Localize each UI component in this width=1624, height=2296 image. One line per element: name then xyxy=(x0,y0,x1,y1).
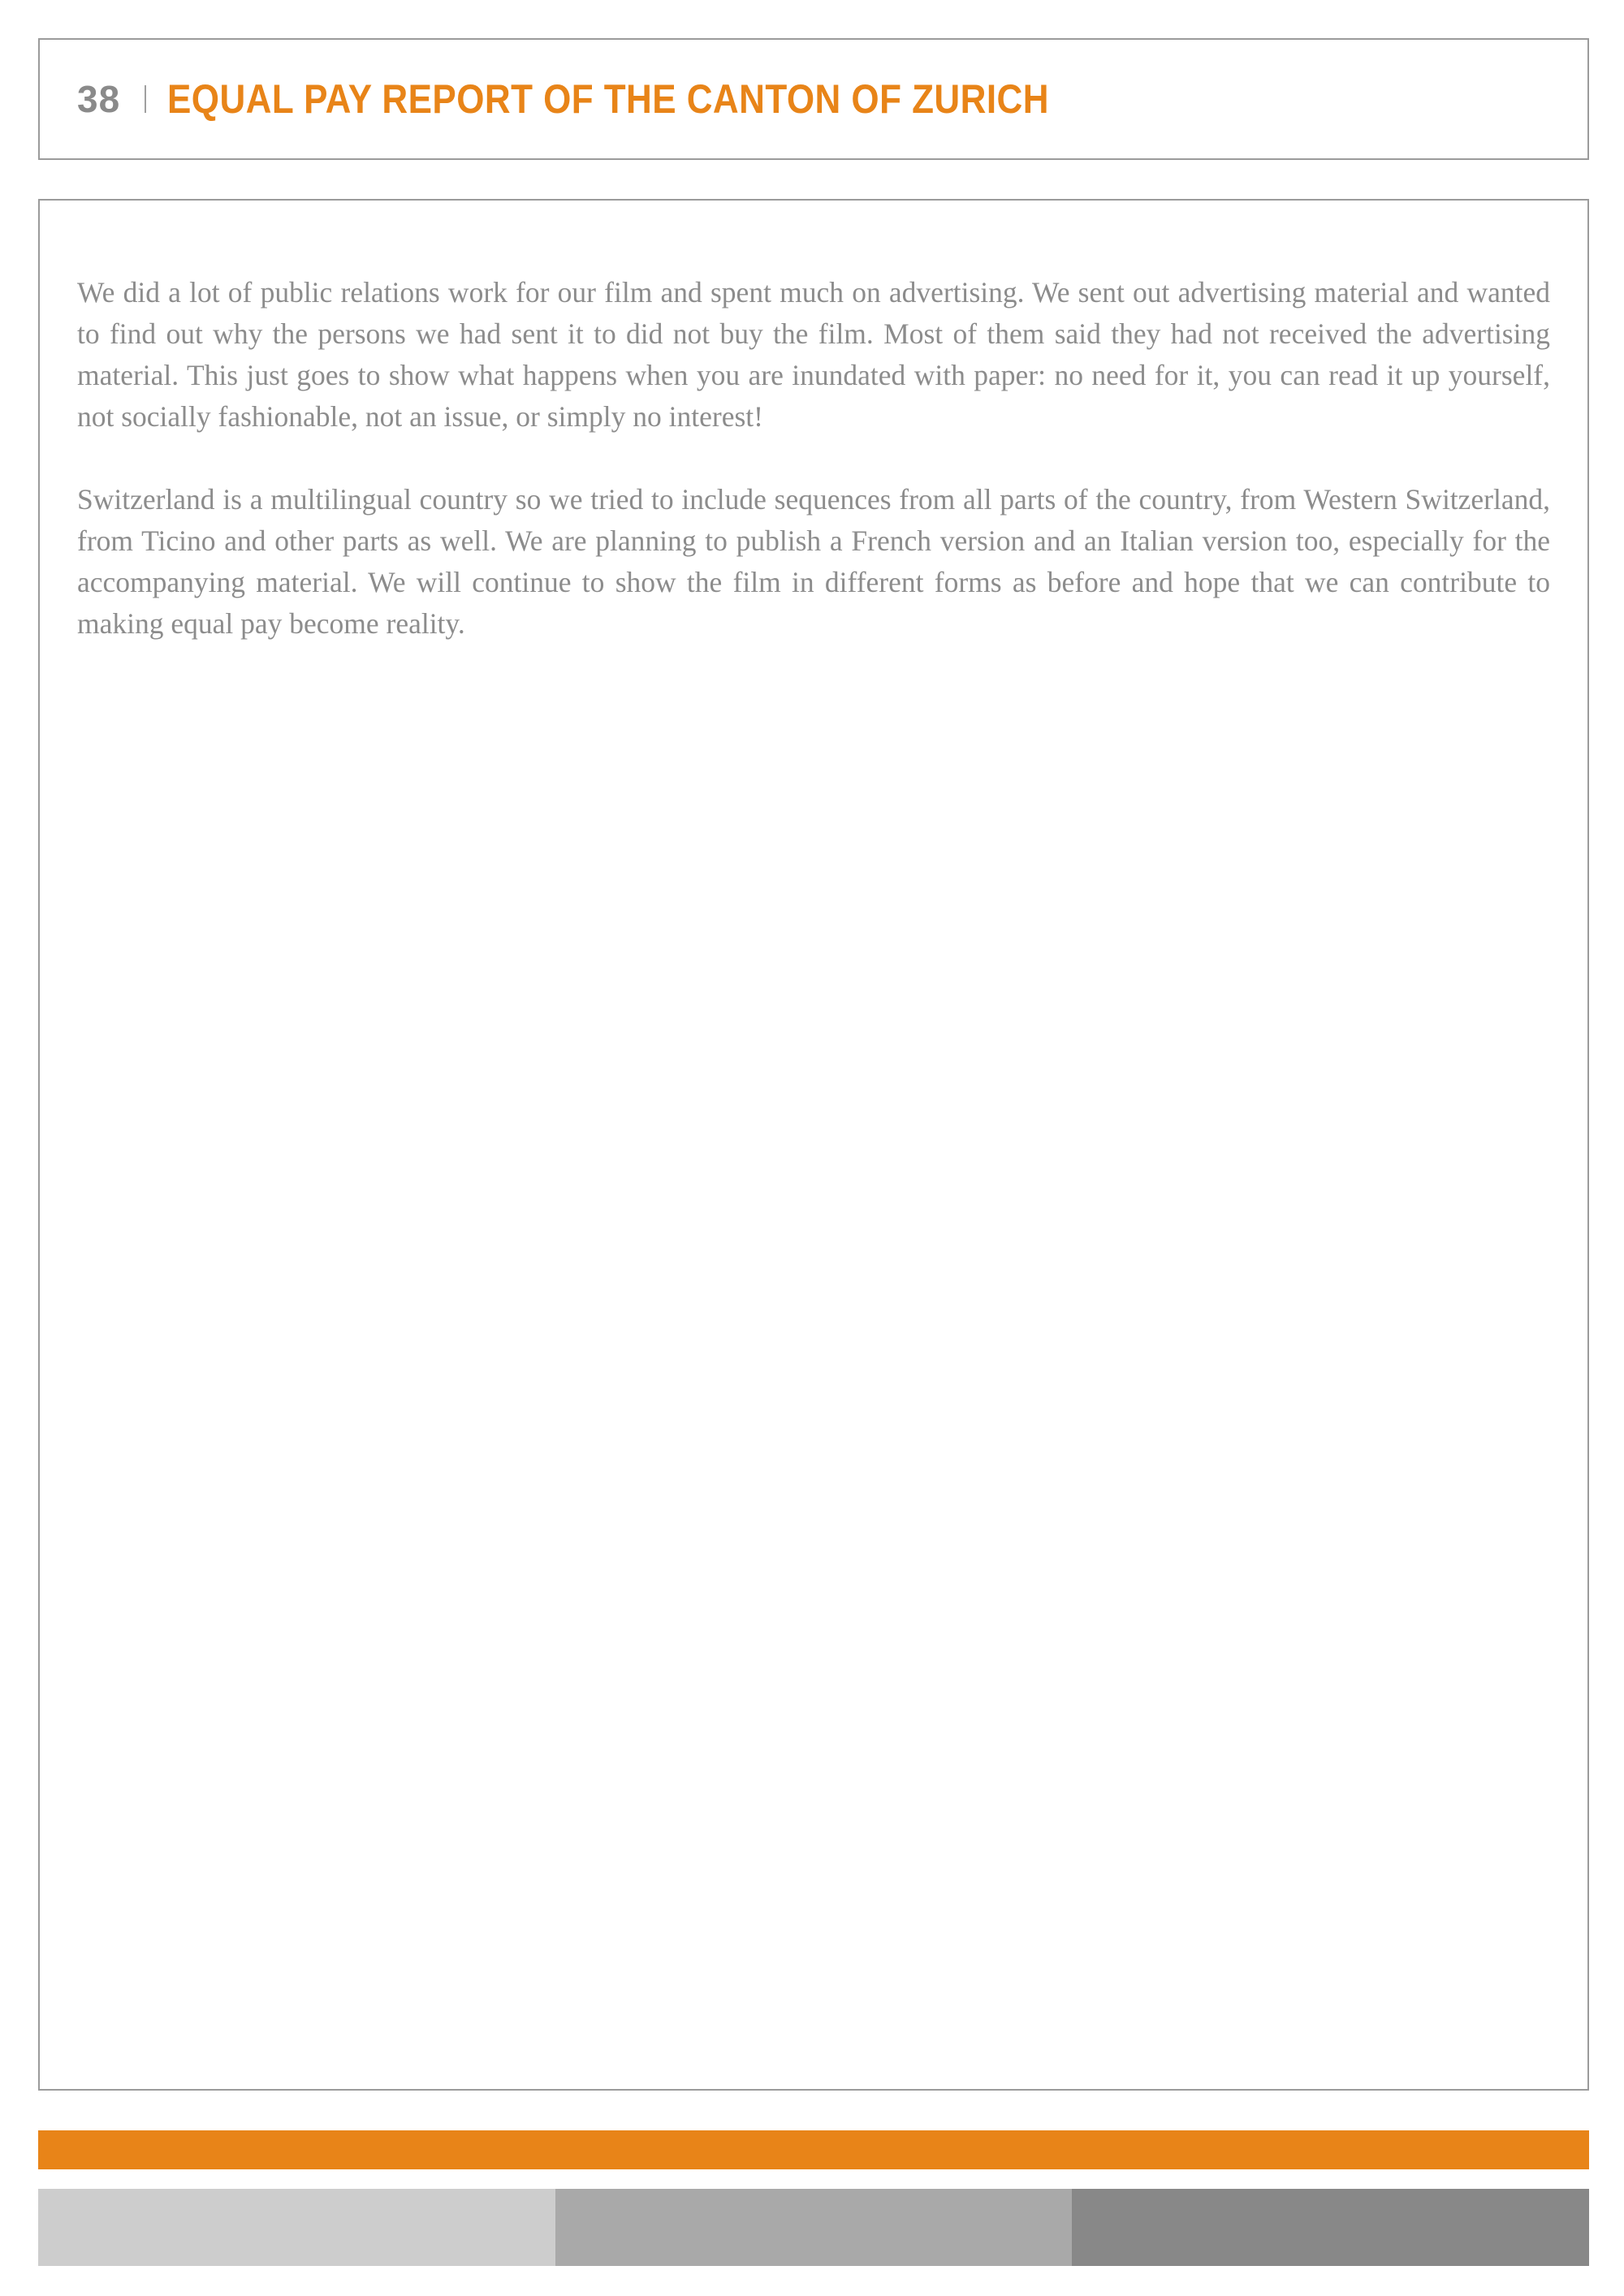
page-header xyxy=(38,38,1589,160)
footer-bar-mid xyxy=(555,2189,1073,2266)
header-divider xyxy=(145,85,146,113)
page-number: 38 xyxy=(77,78,121,120)
body-paragraph-1: We did a lot of public relations work for our film and spent much on advertising. We sent out advertising material and wanted to find out why the persons we had sent it to did not buy the film. Most of them said they had not received the advertising material. This just goes to show what happens when you are inundated with paper: no need for it, you can read it up yourself, not socially fashionable, not an issue, or simply no interest! xyxy=(77,276,1550,433)
report-title: EQUAL PAY REPORT OF THE CANTON OF ZURICH xyxy=(167,76,1050,122)
footer-bar-dark xyxy=(1072,2189,1589,2266)
footer-accent-bar xyxy=(38,2130,1589,2169)
footer-gray-bars xyxy=(38,2189,1589,2266)
footer-bar-light xyxy=(38,2189,555,2266)
body-paragraph-2: Switzerland is a multilingual country so we tried to include sequences from all parts of the country, from Western Switzerland, from Ticino and other parts as well. We are planning to publish a French version and an Italian version too, especially for the accompanying material. We will continue to show the film in different forms as before and hope that we can contribute to making equal pay become reality. xyxy=(77,483,1550,640)
content-frame xyxy=(38,199,1589,2091)
